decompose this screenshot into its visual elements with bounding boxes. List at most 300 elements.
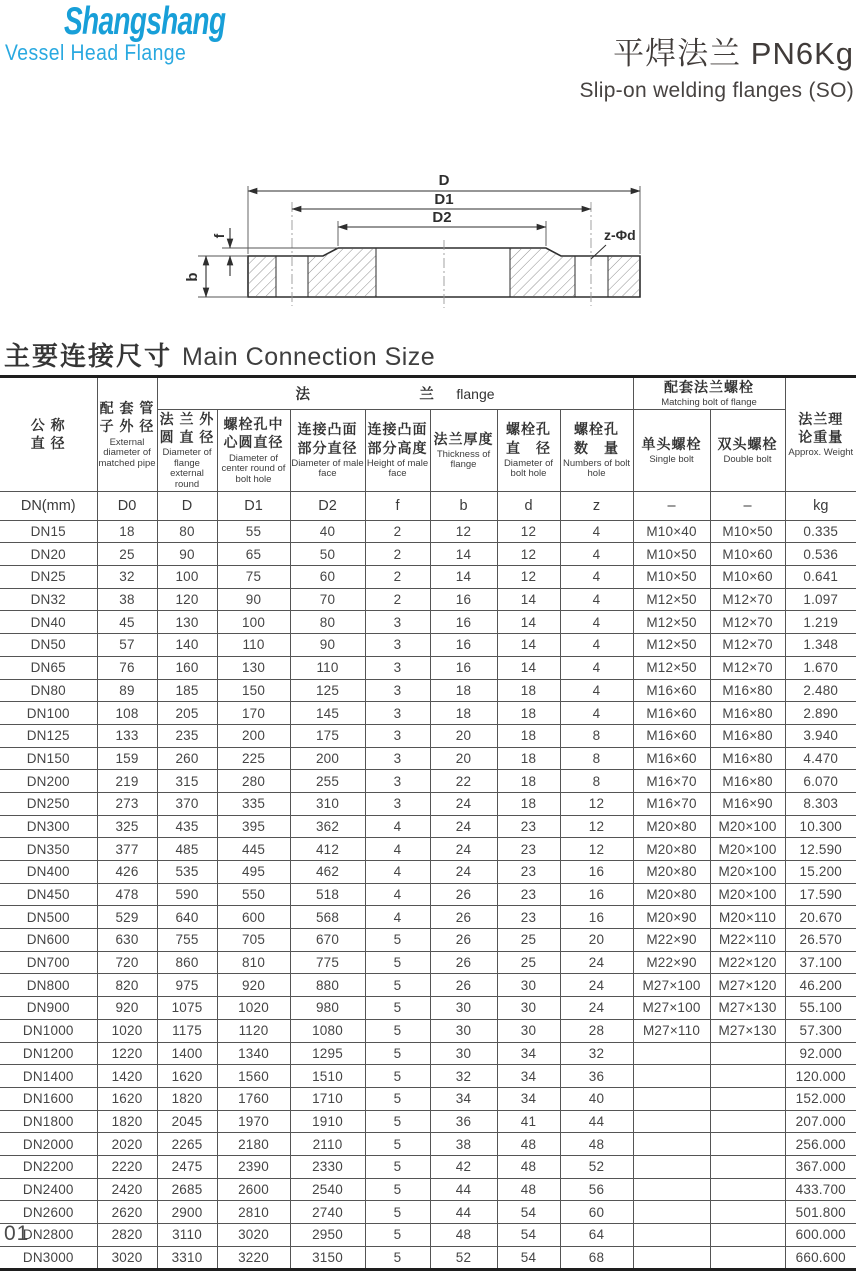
cell: M20×100 (710, 815, 785, 838)
col-header-text: 双头螺栓 (717, 435, 778, 452)
cell: M16×90 (710, 792, 785, 815)
col-header-text: 公 称 (30, 417, 66, 434)
cell: 426 (97, 861, 157, 884)
cell: M10×40 (633, 520, 710, 543)
cell: DN1800 (0, 1110, 97, 1133)
cell: 860 (157, 951, 217, 974)
table-row (0, 656, 856, 679)
page-subtitle: Slip-on welding flanges (SO) (579, 79, 854, 102)
table-row (0, 1201, 856, 1224)
cell: 48 (497, 1178, 560, 1201)
cell: 1120 (217, 1019, 290, 1042)
cell: 2265 (157, 1133, 217, 1156)
cell (633, 1155, 710, 1178)
cell: 255 (290, 770, 365, 793)
cell: 18 (497, 679, 560, 702)
cell: 2420 (97, 1178, 157, 1201)
cell: 159 (97, 747, 157, 770)
cell: 24 (560, 951, 633, 974)
page-title-block (579, 28, 854, 103)
cell: 36 (560, 1065, 633, 1088)
col-header-text: 直 径 (506, 439, 551, 456)
cell: 16 (430, 634, 497, 657)
table-row (0, 770, 856, 793)
cell: 535 (157, 861, 217, 884)
cell (633, 1042, 710, 1065)
col-header-f (365, 409, 430, 491)
cell (710, 1110, 785, 1133)
col-header-text: 法 兰 外 (159, 410, 215, 427)
cell: 207.000 (785, 1110, 856, 1133)
cell: 76 (97, 656, 157, 679)
cell: 5 (365, 1201, 430, 1224)
table-row (0, 974, 856, 997)
table-row (0, 906, 856, 929)
cell: 89 (97, 679, 157, 702)
cell: 18 (497, 792, 560, 815)
cell: 37.100 (785, 951, 856, 974)
cell: 4 (365, 815, 430, 838)
cell: 395 (217, 815, 290, 838)
cell: 5 (365, 1087, 430, 1110)
cell: 1.097 (785, 588, 856, 611)
cell (710, 1178, 785, 1201)
cell: 2180 (217, 1133, 290, 1156)
table-row (0, 1110, 856, 1133)
cell: DN125 (0, 724, 97, 747)
cell (710, 1042, 785, 1065)
cell: 133 (97, 724, 157, 747)
symbol-cell: – (633, 491, 710, 520)
cell: 3 (365, 679, 430, 702)
cell: 2810 (217, 1201, 290, 1224)
cell: 4 (560, 656, 633, 679)
cell: 3 (365, 724, 430, 747)
cell: 120.000 (785, 1065, 856, 1088)
symbol-cell: D (157, 491, 217, 520)
cell: M16×60 (633, 679, 710, 702)
cell: DN40 (0, 611, 97, 634)
cell: 433.700 (785, 1178, 856, 1201)
cell: DN1200 (0, 1042, 97, 1065)
cell (710, 1201, 785, 1224)
table-row (0, 815, 856, 838)
cell: 24 (560, 974, 633, 997)
cell: 2110 (290, 1133, 365, 1156)
table-body (0, 520, 856, 1270)
cell: M10×60 (710, 566, 785, 589)
cell: 52 (560, 1155, 633, 1178)
cell: 175 (290, 724, 365, 747)
cell: 15.200 (785, 861, 856, 884)
cell: 225 (217, 747, 290, 770)
col-header-b (430, 409, 497, 491)
cell: 529 (97, 906, 157, 929)
symbol-cell: f (365, 491, 430, 520)
symbol-cell: – (710, 491, 785, 520)
cell: 16 (430, 611, 497, 634)
cell: 1970 (217, 1110, 290, 1133)
cell: 24 (430, 792, 497, 815)
col-header-text: 部分高度 (367, 439, 428, 456)
cell: 478 (97, 883, 157, 906)
cell: M12×70 (710, 634, 785, 657)
cell: 38 (97, 588, 157, 611)
cell: 75 (217, 566, 290, 589)
cell: M27×100 (633, 974, 710, 997)
cell: 20.670 (785, 906, 856, 929)
cell: 2620 (97, 1201, 157, 1224)
cell: 256.000 (785, 1133, 856, 1156)
cell: 412 (290, 838, 365, 861)
col-header-text: 螺栓孔 (506, 421, 551, 438)
cell: 60 (290, 566, 365, 589)
cell: 140 (157, 634, 217, 657)
cell: 1020 (217, 997, 290, 1020)
cell: 130 (157, 611, 217, 634)
flange-diagram (178, 166, 698, 316)
cell: M20×80 (633, 861, 710, 884)
col-header-text-en: Single bolt (649, 454, 694, 466)
table-row (0, 861, 856, 884)
cell: 40 (560, 1087, 633, 1110)
cell: 2045 (157, 1110, 217, 1133)
cell: M20×80 (633, 838, 710, 861)
col-header-text: 螺栓孔 (574, 421, 619, 438)
table-row (0, 1087, 856, 1110)
cell: DN1000 (0, 1019, 97, 1042)
cell: 280 (217, 770, 290, 793)
cell: 2.480 (785, 679, 856, 702)
cell: 1340 (217, 1042, 290, 1065)
page-title: 平焊法兰 PN6Kg (613, 36, 854, 71)
cell: 3 (365, 634, 430, 657)
cell: 150 (217, 679, 290, 702)
cell: 3020 (217, 1224, 290, 1247)
cell: 32 (97, 566, 157, 589)
cell: 630 (97, 929, 157, 952)
col-header-d (157, 409, 217, 491)
cell: 590 (157, 883, 217, 906)
cell: 170 (217, 702, 290, 725)
cell: 4 (365, 861, 430, 884)
cell: 34 (497, 1065, 560, 1088)
table-row (0, 520, 856, 543)
page-number: 01 (4, 1222, 30, 1245)
cell: 20 (560, 929, 633, 952)
cell (710, 1087, 785, 1110)
cell: 120 (157, 588, 217, 611)
cell: 12 (497, 566, 560, 589)
col-header-d2 (290, 409, 365, 491)
cell: 2820 (97, 1224, 157, 1247)
cell: 485 (157, 838, 217, 861)
cell: 80 (290, 611, 365, 634)
cell: 1760 (217, 1087, 290, 1110)
cell: 5 (365, 929, 430, 952)
cell: 5 (365, 1065, 430, 1088)
cell: 1295 (290, 1042, 365, 1065)
table-row (0, 1246, 856, 1270)
cell: 3150 (290, 1246, 365, 1270)
cell: 90 (217, 588, 290, 611)
col-header-dhole (497, 409, 560, 491)
cell: 34 (430, 1087, 497, 1110)
cell: DN500 (0, 906, 97, 929)
cell: 12 (497, 543, 560, 566)
cell: 367.000 (785, 1155, 856, 1178)
cell: 775 (290, 951, 365, 974)
cell: 1.219 (785, 611, 856, 634)
cell: 5 (365, 1133, 430, 1156)
cell: DN900 (0, 997, 97, 1020)
cell: 23 (497, 883, 560, 906)
symbol-cell: z (560, 491, 633, 520)
cell: 80 (157, 520, 217, 543)
cell: 145 (290, 702, 365, 725)
cell: 18 (97, 520, 157, 543)
table-row (0, 1065, 856, 1088)
cell: 5 (365, 1019, 430, 1042)
cell: M22×110 (710, 929, 785, 952)
cell: 48 (560, 1133, 633, 1156)
cell: 16 (560, 883, 633, 906)
cell: 2900 (157, 1201, 217, 1224)
cell: 1020 (97, 1019, 157, 1042)
dim-label-zd: z-Φd (604, 227, 636, 243)
cell: 30 (430, 1042, 497, 1065)
cell: 20 (430, 724, 497, 747)
table-row (0, 838, 856, 861)
cell: DN1400 (0, 1065, 97, 1088)
cell: 4 (560, 588, 633, 611)
cell: 14 (430, 543, 497, 566)
cell: 5 (365, 1178, 430, 1201)
cell: 24 (430, 815, 497, 838)
cell: 705 (217, 929, 290, 952)
cell: 54 (497, 1201, 560, 1224)
cell: 1075 (157, 997, 217, 1020)
cell: 235 (157, 724, 217, 747)
col-header-text: 圆 直 径 (159, 429, 215, 445)
cell: M10×50 (633, 566, 710, 589)
col-header-text: 直 径 (30, 435, 66, 452)
cell: M20×80 (633, 815, 710, 838)
group-header-bolt (633, 377, 785, 410)
cell: 125 (290, 679, 365, 702)
cell: 1710 (290, 1087, 365, 1110)
col-header-text: 配 套 管 (99, 400, 155, 417)
cell: DN150 (0, 747, 97, 770)
cell: DN300 (0, 815, 97, 838)
section-title (4, 336, 435, 373)
cell: DN3000 (0, 1246, 97, 1270)
cell: 2 (365, 588, 430, 611)
cell: 3 (365, 656, 430, 679)
cell: 5 (365, 997, 430, 1020)
cell (633, 1087, 710, 1110)
cell: 46.200 (785, 974, 856, 997)
cell: 2 (365, 520, 430, 543)
cell: 4 (560, 679, 633, 702)
table-row (0, 679, 856, 702)
cell: 30 (430, 997, 497, 1020)
col-header-weight (785, 377, 856, 492)
cell: 501.800 (785, 1201, 856, 1224)
cell: 30 (430, 1019, 497, 1042)
cell: 152.000 (785, 1087, 856, 1110)
cell: 310 (290, 792, 365, 815)
cell: 18 (497, 702, 560, 725)
cell: 16 (430, 656, 497, 679)
cell: 2950 (290, 1224, 365, 1247)
cell: 26 (430, 906, 497, 929)
symbol-cell: D0 (97, 491, 157, 520)
cell: 1175 (157, 1019, 217, 1042)
cell: DN700 (0, 951, 97, 974)
cell: M16×60 (633, 724, 710, 747)
cell: 26.570 (785, 929, 856, 952)
col-header-text-en: Numbers of bolt hole (562, 457, 631, 480)
cell: 3220 (217, 1246, 290, 1270)
cell: 30 (497, 997, 560, 1020)
section-title-en: Main Connection Size (182, 343, 436, 371)
cell: M16×80 (710, 702, 785, 725)
cell: 100 (217, 611, 290, 634)
cell: 273 (97, 792, 157, 815)
cell: 5 (365, 1110, 430, 1133)
cell: 45 (97, 611, 157, 634)
cell: DN600 (0, 929, 97, 952)
cell: M12×70 (710, 611, 785, 634)
cell: 12 (560, 792, 633, 815)
cell: DN2800 (0, 1224, 97, 1247)
cell: 26 (430, 929, 497, 952)
cell: M27×130 (710, 997, 785, 1020)
cell (633, 1110, 710, 1133)
group-header-text: 兰 (419, 386, 434, 403)
cell: 5 (365, 974, 430, 997)
table-row (0, 702, 856, 725)
cell: 3020 (97, 1246, 157, 1270)
table-row (0, 747, 856, 770)
cell: 4 (365, 883, 430, 906)
cell: 2 (365, 543, 430, 566)
cell: 1.670 (785, 656, 856, 679)
table-row (0, 1224, 856, 1247)
cell (633, 1224, 710, 1247)
cell: 518 (290, 883, 365, 906)
cell: 4 (560, 634, 633, 657)
cell: 2220 (97, 1155, 157, 1178)
symbol-cell: b (430, 491, 497, 520)
cell: DN250 (0, 792, 97, 815)
cell: 16 (560, 861, 633, 884)
cell: 3 (365, 792, 430, 815)
cell: 1420 (97, 1065, 157, 1088)
cell: 20 (430, 747, 497, 770)
cell: 12 (560, 815, 633, 838)
cell: 40 (290, 520, 365, 543)
table-row (0, 1178, 856, 1201)
cell: 50 (290, 543, 365, 566)
group-header-text-en: Matching bolt of flange (661, 397, 757, 409)
table-row (0, 1019, 856, 1042)
symbol-cell: d (497, 491, 560, 520)
cell: 568 (290, 906, 365, 929)
cell: M20×90 (633, 906, 710, 929)
cell: 32 (430, 1065, 497, 1088)
cell: 6.070 (785, 770, 856, 793)
cell: 8 (560, 747, 633, 770)
cell: 0.335 (785, 520, 856, 543)
cell: 8 (560, 724, 633, 747)
table-row (0, 951, 856, 974)
cell: M12×70 (710, 656, 785, 679)
main-table (0, 375, 856, 1271)
group-header-text: 法 (295, 386, 310, 403)
cell: 1820 (157, 1087, 217, 1110)
cell: 4 (560, 520, 633, 543)
cell: 2 (365, 566, 430, 589)
cell: 720 (97, 951, 157, 974)
cell: 1.348 (785, 634, 856, 657)
cell: 70 (290, 588, 365, 611)
cell: M16×80 (710, 679, 785, 702)
cell: 17.590 (785, 883, 856, 906)
hatch-section (608, 256, 640, 297)
cell: 23 (497, 815, 560, 838)
cell: 4 (365, 838, 430, 861)
cell: M20×100 (710, 838, 785, 861)
cell: 36 (430, 1110, 497, 1133)
col-header-text-en: External diameter of matched pipe (98, 436, 156, 469)
table-row (0, 929, 856, 952)
cell: M12×50 (633, 588, 710, 611)
cell: 1620 (157, 1065, 217, 1088)
cell: 3 (365, 770, 430, 793)
group-header-flange (157, 377, 633, 410)
cell: DN800 (0, 974, 97, 997)
cell: 5 (365, 1246, 430, 1270)
cell: 26 (430, 974, 497, 997)
cell: 2740 (290, 1201, 365, 1224)
table-row (0, 543, 856, 566)
cell: DN1600 (0, 1087, 97, 1110)
cell: 335 (217, 792, 290, 815)
col-header-text: 数 量 (574, 439, 619, 456)
table-row (0, 1133, 856, 1156)
cell: 30 (497, 974, 560, 997)
cell: 820 (97, 974, 157, 997)
col-header-text: 子 外 径 (99, 418, 155, 435)
cell: 640 (157, 906, 217, 929)
col-header-text: 螺栓孔中 (223, 416, 284, 433)
cell: DN350 (0, 838, 97, 861)
dim-label-f: f (211, 233, 227, 239)
cell: 12 (430, 520, 497, 543)
cell: 130 (217, 656, 290, 679)
cell (710, 1133, 785, 1156)
col-header-dn (0, 377, 97, 492)
cell: 57 (97, 634, 157, 657)
table-row (0, 588, 856, 611)
col-header-double-bolt (710, 409, 785, 491)
cell: 185 (157, 679, 217, 702)
cell (633, 1133, 710, 1156)
cell: 14 (430, 566, 497, 589)
cell: 23 (497, 906, 560, 929)
